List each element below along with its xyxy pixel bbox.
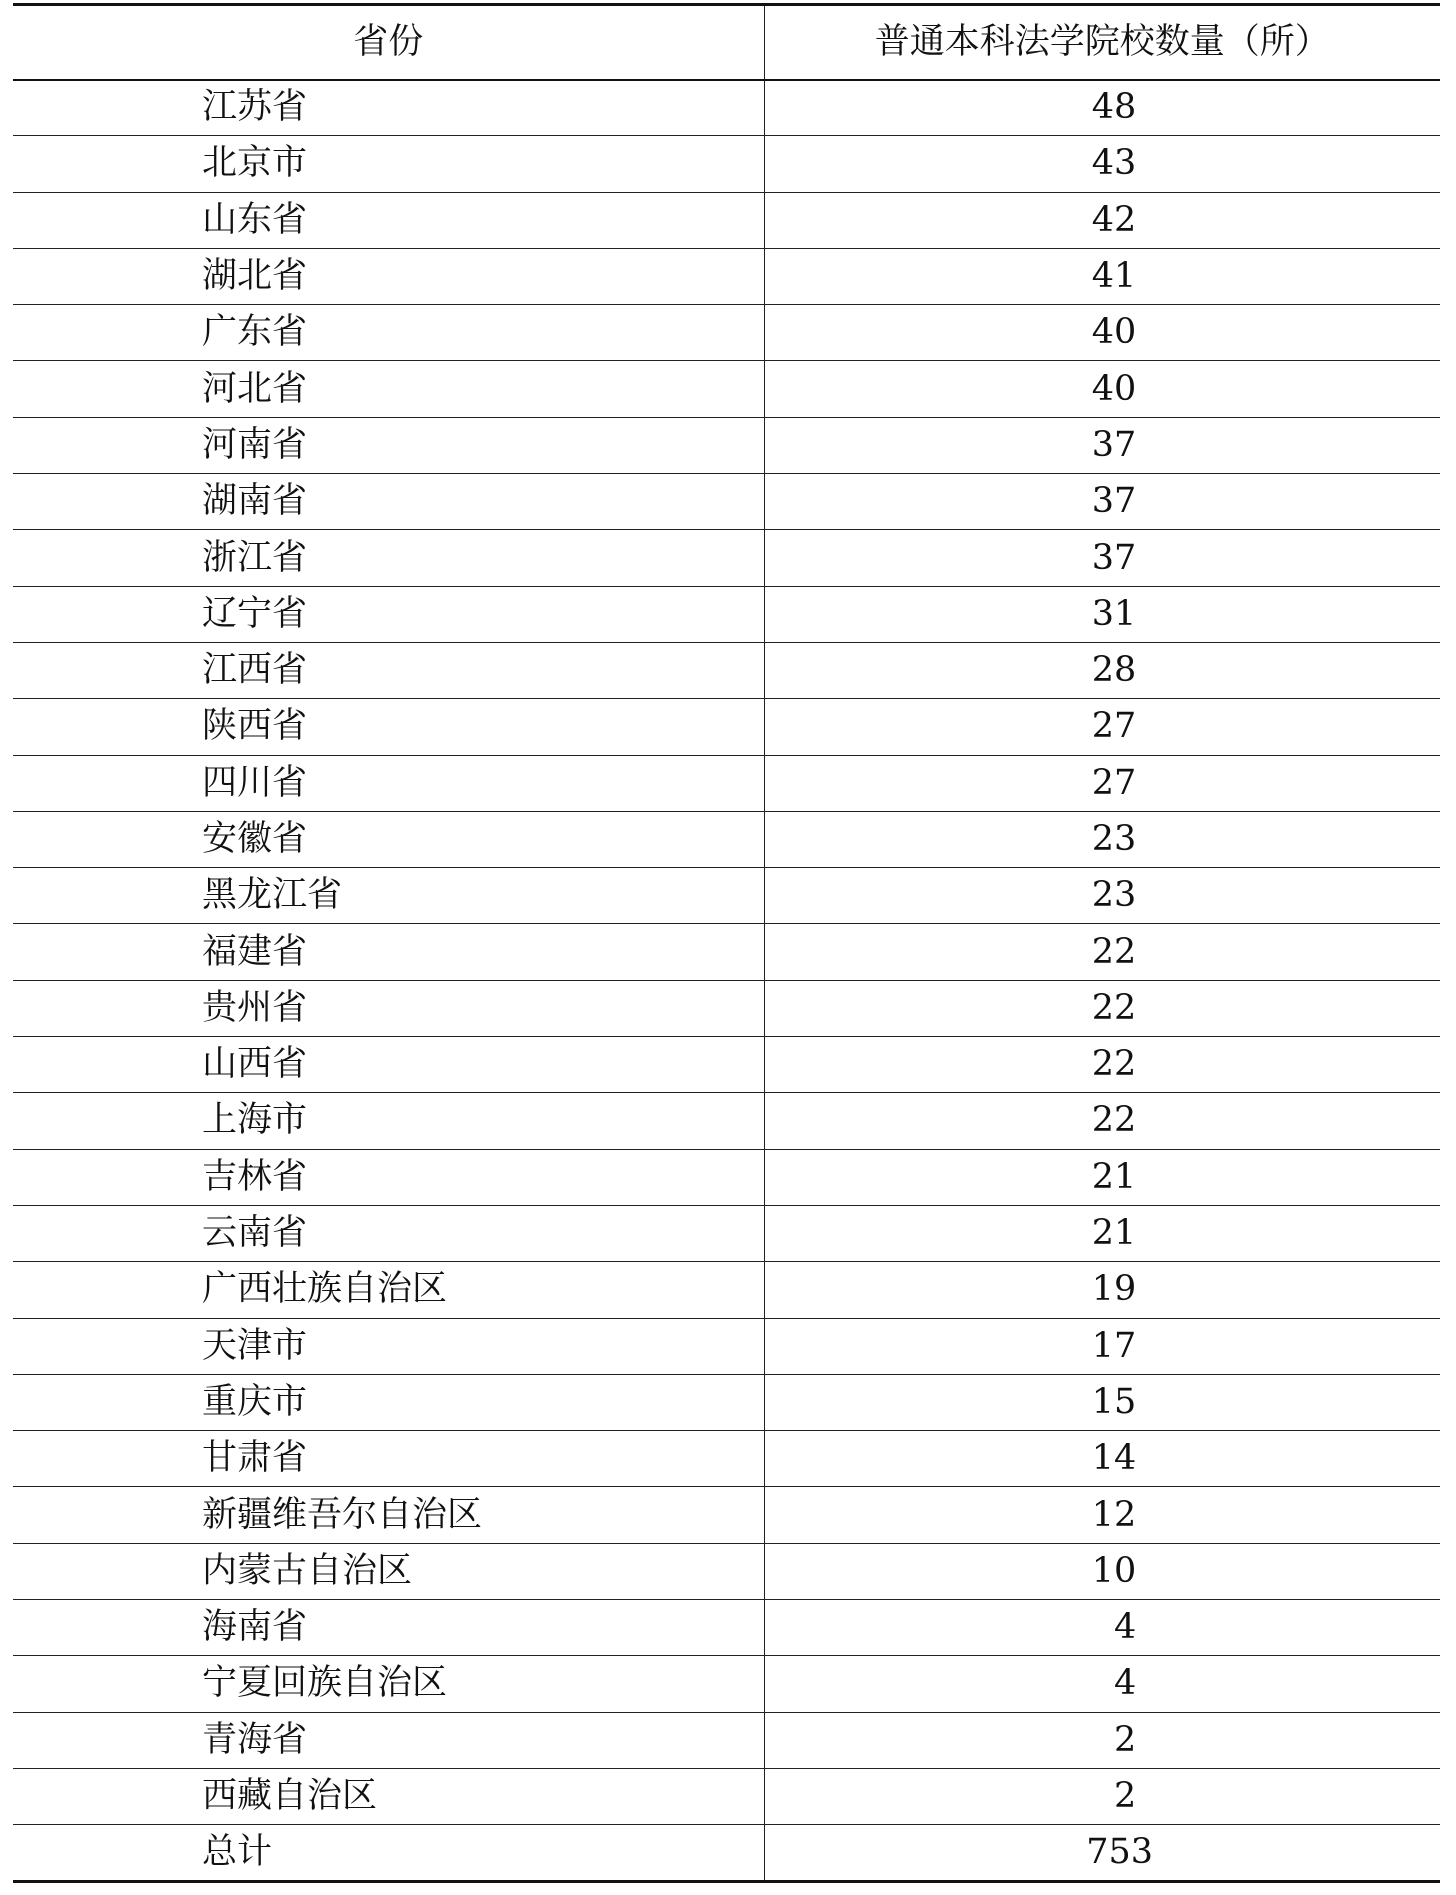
cell-count: 23 — [1091, 875, 1137, 916]
cell-count: 40 — [1091, 312, 1137, 353]
cell-count-wrapper — [764, 1037, 1440, 1093]
cell-count: 22 — [1091, 1044, 1137, 1085]
cell-count: 28 — [1091, 650, 1137, 691]
table-body — [13, 80, 1440, 1882]
cell-count-wrapper — [764, 1768, 1440, 1824]
cell-count: 2 — [1113, 1719, 1137, 1760]
table-total-row — [13, 1825, 1440, 1881]
cell-province: 广西壮族自治区 — [202, 1269, 448, 1310]
cell-province: 海南省 — [202, 1607, 308, 1648]
province-law-school-table — [13, 3, 1440, 1883]
table-row — [13, 811, 1440, 867]
table-row — [13, 1487, 1440, 1543]
cell-count: 37 — [1091, 424, 1137, 465]
cell-count-wrapper — [764, 811, 1440, 867]
cell-count: 15 — [1091, 1381, 1137, 1422]
cell-province: 上海市 — [202, 1100, 308, 1141]
cell-count-wrapper — [764, 417, 1440, 473]
cell-count-wrapper — [764, 248, 1440, 304]
table-row — [13, 1093, 1440, 1149]
table-row — [13, 642, 1440, 698]
cell-count-wrapper — [764, 192, 1440, 248]
cell-count: 27 — [1091, 762, 1137, 803]
table-row — [13, 80, 1440, 136]
cell-count: 22 — [1091, 1100, 1137, 1141]
cell-count-wrapper — [764, 1656, 1440, 1712]
cell-province: 云南省 — [202, 1213, 308, 1254]
table-row — [13, 924, 1440, 980]
cell-count-wrapper — [764, 1487, 1440, 1543]
table-row — [13, 1768, 1440, 1824]
table-row — [13, 1205, 1440, 1261]
cell-count-wrapper — [764, 642, 1440, 698]
table-row — [13, 361, 1440, 417]
cell-province: 黑龙江省 — [202, 875, 343, 916]
cell-count: 21 — [1091, 1213, 1137, 1254]
header-province: 省份 — [353, 21, 424, 62]
table-row — [13, 474, 1440, 530]
total-count-wrapper — [764, 1825, 1440, 1881]
cell-count: 4 — [1113, 1663, 1137, 1704]
total-count: 753 — [1086, 1831, 1154, 1872]
table-row — [13, 192, 1440, 248]
table-row — [13, 530, 1440, 586]
cell-count-wrapper — [764, 530, 1440, 586]
cell-province: 辽宁省 — [202, 593, 308, 634]
cell-count-wrapper — [764, 1712, 1440, 1768]
cell-province: 浙江省 — [202, 537, 308, 578]
table-row — [13, 586, 1440, 642]
table-row — [13, 699, 1440, 755]
province-law-school-table-container — [13, 3, 1440, 1883]
cell-province: 河南省 — [202, 424, 308, 465]
table-row — [13, 1262, 1440, 1318]
cell-count: 22 — [1091, 931, 1137, 972]
cell-count-wrapper — [764, 136, 1440, 192]
cell-province: 吉林省 — [202, 1156, 308, 1197]
table-row — [13, 1037, 1440, 1093]
cell-province: 甘肃省 — [202, 1438, 308, 1479]
cell-province: 河北省 — [202, 368, 308, 409]
table-row — [13, 980, 1440, 1036]
table-header-row — [13, 5, 1440, 80]
cell-count: 48 — [1091, 87, 1137, 128]
table-row — [13, 1318, 1440, 1374]
cell-province: 新疆维吾尔自治区 — [202, 1494, 483, 1535]
cell-count: 4 — [1113, 1607, 1137, 1648]
table-row — [13, 417, 1440, 473]
table-row — [13, 136, 1440, 192]
cell-province: 湖南省 — [202, 481, 308, 522]
cell-count-wrapper — [764, 80, 1440, 136]
cell-count-wrapper — [764, 1149, 1440, 1205]
cell-count-wrapper — [764, 755, 1440, 811]
cell-count: 40 — [1091, 368, 1137, 409]
cell-province: 西藏自治区 — [202, 1776, 378, 1817]
cell-count-wrapper — [764, 868, 1440, 924]
cell-count-wrapper — [764, 1262, 1440, 1318]
table-row — [13, 1712, 1440, 1768]
cell-count-wrapper — [764, 699, 1440, 755]
cell-count: 2 — [1113, 1776, 1137, 1817]
total-label: 总计 — [202, 1831, 273, 1872]
cell-count: 37 — [1091, 537, 1137, 578]
cell-province: 安徽省 — [202, 819, 308, 859]
cell-count: 27 — [1091, 706, 1137, 747]
cell-count-wrapper — [764, 474, 1440, 530]
header-count: 普通本科法学院校数量（所） — [764, 5, 1440, 80]
cell-count-wrapper — [764, 1374, 1440, 1430]
table-row — [13, 1431, 1440, 1487]
cell-count: 10 — [1091, 1550, 1137, 1591]
cell-count: 31 — [1091, 593, 1137, 634]
cell-count: 23 — [1091, 819, 1137, 859]
table-row — [13, 868, 1440, 924]
cell-count-wrapper — [764, 924, 1440, 980]
cell-count: 21 — [1091, 1156, 1137, 1197]
cell-count: 12 — [1091, 1494, 1137, 1535]
cell-province: 天津市 — [202, 1325, 308, 1366]
cell-province: 青海省 — [202, 1719, 308, 1760]
cell-province: 北京市 — [202, 143, 308, 184]
cell-province: 福建省 — [202, 931, 308, 972]
cell-count-wrapper — [764, 586, 1440, 642]
cell-province: 江苏省 — [202, 87, 308, 128]
cell-province: 山西省 — [202, 1044, 308, 1085]
cell-count: 42 — [1091, 199, 1137, 240]
cell-province: 贵州省 — [202, 987, 308, 1028]
table-row — [13, 1149, 1440, 1205]
cell-count-wrapper — [764, 980, 1440, 1036]
cell-count: 22 — [1091, 987, 1137, 1028]
table-row — [13, 1600, 1440, 1656]
cell-province: 山东省 — [202, 199, 308, 240]
cell-province: 湖北省 — [202, 256, 308, 297]
cell-count: 19 — [1091, 1269, 1137, 1310]
cell-province: 江西省 — [202, 650, 308, 691]
table-row — [13, 1374, 1440, 1430]
table-row — [13, 305, 1440, 361]
cell-count-wrapper — [764, 361, 1440, 417]
table-row — [13, 1543, 1440, 1599]
cell-count-wrapper — [764, 1318, 1440, 1374]
cell-count: 43 — [1091, 143, 1137, 184]
table-row — [13, 755, 1440, 811]
cell-count-wrapper — [764, 1093, 1440, 1149]
cell-count-wrapper — [764, 1600, 1440, 1656]
cell-count: 14 — [1091, 1438, 1137, 1479]
cell-province: 广东省 — [202, 312, 308, 353]
cell-count-wrapper — [764, 305, 1440, 361]
cell-province: 重庆市 — [202, 1381, 308, 1422]
cell-province: 内蒙古自治区 — [202, 1550, 413, 1591]
cell-province: 四川省 — [202, 762, 308, 803]
cell-province: 宁夏回族自治区 — [202, 1663, 448, 1704]
cell-count: 37 — [1091, 481, 1137, 522]
cell-count-wrapper — [764, 1431, 1440, 1487]
table-row — [13, 248, 1440, 304]
cell-province: 陕西省 — [202, 706, 308, 747]
cell-count-wrapper — [764, 1543, 1440, 1599]
cell-count: 17 — [1091, 1325, 1137, 1366]
cell-count-wrapper — [764, 1205, 1440, 1261]
cell-count: 41 — [1091, 256, 1137, 297]
table-row — [13, 1656, 1440, 1712]
